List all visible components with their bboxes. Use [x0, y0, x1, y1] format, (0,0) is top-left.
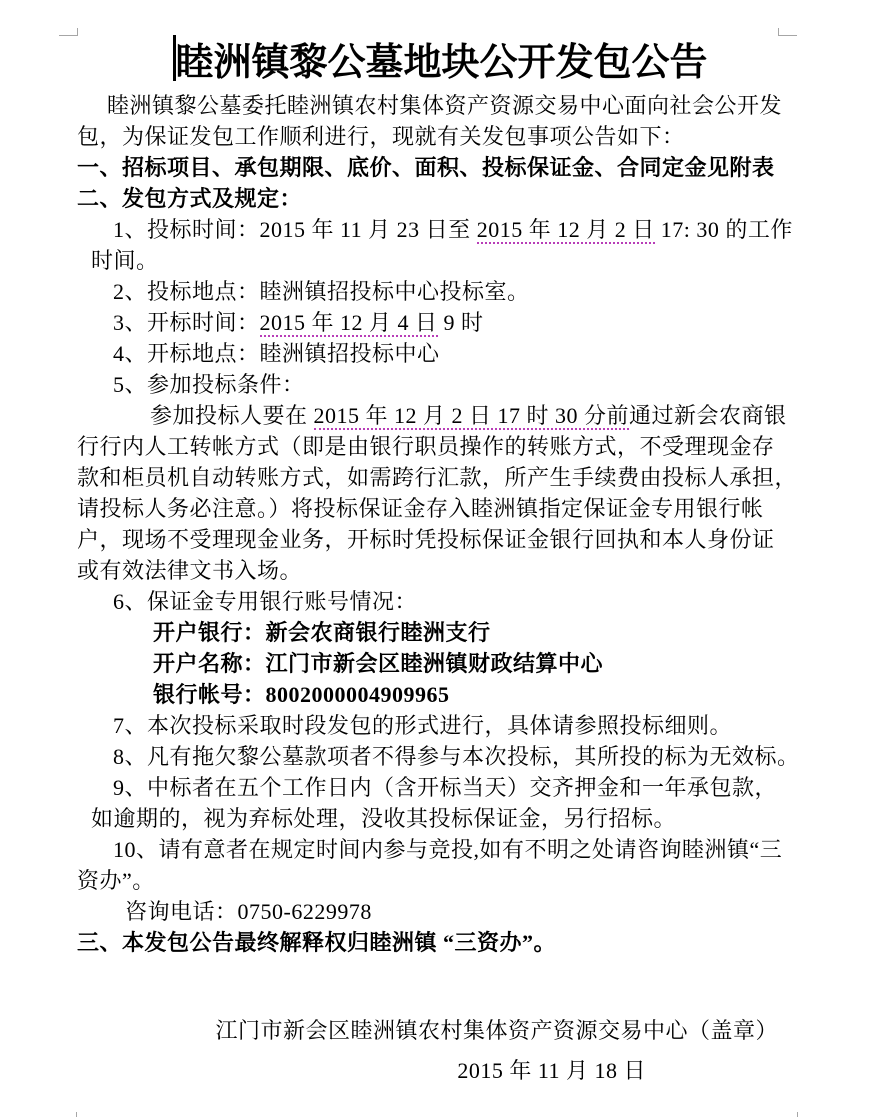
text-segment: 2、投标地点：睦洲镇招投标中心投标室。: [113, 279, 530, 304]
text-segment: 二、发包方式及规定：: [77, 186, 303, 211]
signature-date[interactable]: 2015 年 11 月 18 日: [457, 1058, 646, 1083]
document-title[interactable]: 睦洲镇黎公墓地块公开发包公告: [175, 42, 708, 84]
margin-mark-bottom-left: [76, 1112, 77, 1117]
document-line[interactable]: [77, 741, 800, 772]
text-segment: 9 时: [437, 310, 484, 335]
text-segment: 行行内人工转帐方式（即是由银行职员操作的转账方式，不受理现金存: [77, 434, 775, 459]
text-segment: 请投标人务必注意。）将投标保证金存入睦洲镇指定保证金专用银行帐: [77, 496, 764, 521]
text-segment: 开户名称：江门市新会区睦洲镇财政结算中心: [153, 651, 604, 676]
document-line[interactable]: [77, 524, 778, 555]
text-segment: 4、开标地点：睦洲镇招投标中心: [113, 341, 440, 366]
document-line[interactable]: [77, 90, 783, 121]
document-line[interactable]: [77, 617, 778, 648]
text-segment: 咨询电话：0750-6229978: [125, 899, 372, 924]
document-line[interactable]: [77, 431, 778, 462]
document-line[interactable]: [77, 493, 778, 524]
text-segment: 8、凡有拖欠黎公墓款项者不得参与本次投标，其所投的标为无效标。: [113, 744, 800, 769]
document-line[interactable]: [77, 555, 778, 586]
document-line[interactable]: [77, 214, 793, 245]
document-line[interactable]: [77, 183, 778, 214]
text-segment: 开户银行：新会农商银行睦洲支行: [153, 620, 491, 645]
text-segment: 或有效法律文书入场。: [77, 558, 303, 583]
text-segment: 资办”。: [77, 868, 155, 893]
text-segment: 5、参加投标条件：: [113, 372, 305, 397]
document-line[interactable]: [77, 586, 778, 617]
document-line[interactable]: [77, 462, 798, 493]
document-body[interactable]: [77, 90, 800, 958]
text-segment: 包，为保证发包工作顺利进行，现就有关发包事项公告如下：: [77, 124, 685, 149]
document-line[interactable]: [77, 121, 778, 152]
margin-corner-mark-top-left: [59, 28, 78, 36]
grammar-underlined-text: 2015 年 12 月 2 日: [476, 217, 655, 242]
text-segment: 3、开标时间：: [113, 310, 260, 335]
document-line[interactable]: [77, 896, 778, 927]
margin-corner-mark-top-right: [778, 28, 797, 36]
text-segment: 17: 30 的工作: [654, 217, 793, 242]
text-segment: 6、保证金专用银行账号情况：: [113, 589, 418, 614]
text-segment: 户，现场不受理现金业务，开标时凭投标保证金银行回执和本人身份证: [77, 527, 775, 552]
document-line[interactable]: [77, 772, 778, 803]
document-line[interactable]: [77, 307, 778, 338]
document-line[interactable]: [77, 834, 783, 865]
document-line[interactable]: [77, 865, 778, 896]
text-segment: 如逾期的，视为弃标处理，没收其投标保证金，另行招标。: [91, 806, 677, 831]
grammar-underlined-text: 2015 年 12 月 4 日: [259, 310, 438, 335]
document-line[interactable]: [77, 276, 778, 307]
text-segment: 7、本次投标采取时段发包的形式进行，具体请参照投标细则。: [113, 713, 733, 738]
text-segment: 一、招标项目、承包期限、底价、面积、投标保证金、合同定金见附表: [77, 155, 775, 180]
document-line[interactable]: [77, 803, 778, 834]
text-segment: 时间。: [91, 248, 159, 273]
document-text-area[interactable]: [77, 36, 800, 1086]
document-line[interactable]: [77, 245, 778, 276]
text-segment: 9、中标者在五个工作日内（含开标当天）交齐押金和一年承包款，: [113, 775, 778, 800]
document-line[interactable]: [77, 152, 778, 183]
text-segment: 通过新会农商银: [629, 403, 787, 428]
document-line[interactable]: [77, 648, 778, 679]
document-line[interactable]: [77, 400, 787, 431]
text-segment: 10、请有意者在规定时间内参与竞投,如有不明之处请咨询睦洲镇“三: [113, 837, 783, 862]
text-segment: 银行帐号：8002000004909965: [153, 682, 450, 707]
document-line[interactable]: [77, 679, 778, 710]
document-line[interactable]: [77, 369, 778, 400]
document-line[interactable]: [77, 927, 778, 958]
text-segment: 参加投标人要在: [150, 403, 314, 428]
text-segment: 款和柜员机自动转账方式，如需跨行汇款，所产生手续费由投标人承担，: [77, 465, 798, 490]
signature-organization[interactable]: 江门市新会区睦洲镇农村集体资产资源交易中心（盖章）: [215, 1018, 778, 1043]
text-segment: 1、投标时间：2015 年 11 月 23 日至: [113, 217, 477, 242]
document-line[interactable]: [77, 338, 778, 369]
text-segment: 三、本发包公告最终解释权归睦洲镇 “三资办”。: [77, 930, 557, 955]
document-line[interactable]: [77, 710, 778, 741]
grammar-underlined-text: 2015 年 12 月 2 日 17 时 30 分前: [313, 403, 630, 428]
text-segment: 睦洲镇黎公墓委托睦洲镇农村集体资产资源交易中心面向社会公开发: [107, 93, 783, 118]
margin-mark-bottom-right: [797, 1112, 798, 1117]
